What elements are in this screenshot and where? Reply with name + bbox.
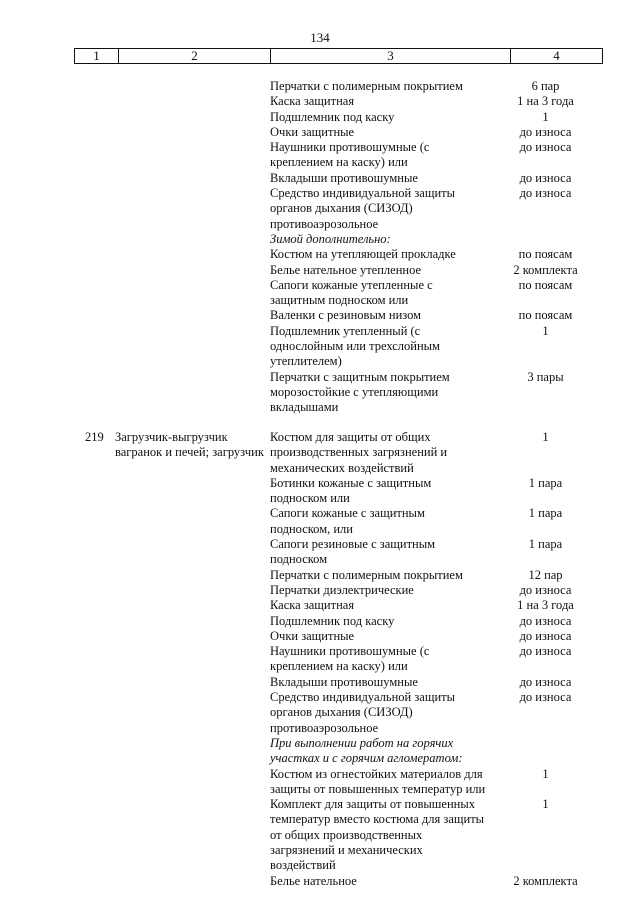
item-name: Перчатки диэлектрические — [270, 582, 414, 597]
item-name: Каска защитная — [270, 94, 355, 109]
section-subheading: Зимой дополнительно: — [270, 231, 391, 246]
table-row — [0, 140, 640, 171]
item-quantity: 1 — [542, 766, 549, 781]
item-quantity: 1 на 3 года — [517, 94, 574, 109]
section-subheading: При выполнении работ на горячих участках и с горячим агломератом: — [270, 735, 463, 766]
header-col-4: 4 — [553, 48, 560, 63]
item-name: Подшлемник под каску — [270, 613, 395, 628]
item-name: Валенки с резиновым низом — [270, 308, 422, 323]
item-quantity: 1 пара — [528, 537, 563, 552]
item-name: Белье нательное утепленное — [270, 262, 422, 277]
item-quantity — [508, 736, 583, 767]
item-name: Подшлемник утепленный (с однослойным или трехслойным утеплителем) — [270, 323, 440, 369]
table-row — [0, 598, 640, 613]
item-name: Каска защитная — [270, 598, 355, 613]
item-name: Наушники противошумные (с креплением на каску) или — [270, 644, 430, 674]
table-row — [0, 232, 640, 247]
item-quantity: по поясам — [518, 277, 573, 292]
item-quantity: 1 — [542, 430, 549, 444]
item-quantity: 2 комплекта — [513, 262, 578, 277]
table-row — [0, 690, 640, 736]
item-name: Белье нательное — [270, 873, 357, 888]
item-quantity: 6 пар — [531, 79, 560, 93]
profession-name: Загрузчик-выгрузчик вагранок и печей; загрузчик — [115, 430, 264, 460]
table-row — [0, 629, 640, 644]
table-row — [0, 476, 640, 507]
table-row — [0, 614, 640, 629]
table-row — [0, 308, 640, 323]
table-row — [0, 263, 640, 278]
table-row — [0, 324, 640, 370]
item-name: Средство индивидуальной защиты органов дыхания (СИЗОД) противоаэрозольное — [270, 690, 456, 735]
item-name: Костюм из огнестойких материалов для защиты от повышенных температур или — [270, 766, 486, 796]
item-quantity: до износа — [519, 582, 572, 597]
item-quantity: до износа — [519, 170, 572, 185]
item-name: Наушники противошумные (с креплением на каску) или — [270, 140, 430, 170]
item-quantity: до износа — [519, 674, 572, 689]
item-name: Сапоги резиновые с защитным подноском — [270, 537, 436, 567]
item-quantity: до износа — [519, 186, 572, 201]
row-number: 219 — [85, 430, 104, 444]
item-name: Подшлемник под каску — [270, 109, 395, 124]
item-name: Ботинки кожаные с защитным подноском или — [270, 475, 432, 506]
table-row — [0, 125, 640, 140]
table-row — [0, 506, 640, 537]
table-row — [0, 370, 640, 416]
item-quantity: 2 комплекта — [513, 873, 578, 888]
table-row — [0, 537, 640, 568]
item-name: Перчатки с защитным покрытием морозостойкие с утепляющими вкладышами — [270, 369, 450, 415]
table-row — [0, 278, 640, 309]
item-name: Костюм на утепляющей прокладке — [270, 247, 456, 262]
item-name: Очки защитные — [270, 628, 355, 643]
item-quantity: 3 пары — [527, 369, 564, 384]
table-row — [0, 767, 640, 798]
table-header-row — [74, 48, 603, 64]
table-row — [0, 110, 640, 125]
item-quantity: до износа — [519, 690, 572, 705]
table-row — [0, 79, 640, 94]
item-name: Перчатки с полимерным покрытием — [270, 79, 463, 93]
table-row — [0, 644, 640, 675]
table-block-continuation — [0, 79, 640, 416]
item-name: Вкладыши противошумные — [270, 674, 418, 689]
item-name: Сапоги кожаные утепленные с защитным подноском или — [270, 277, 433, 308]
table-row — [0, 797, 640, 873]
item-quantity: до износа — [519, 644, 572, 659]
table-row — [0, 94, 640, 109]
table-row — [0, 583, 640, 598]
item-quantity: 1 — [542, 323, 549, 338]
item-quantity: 12 пар — [528, 567, 563, 582]
item-name: Комплект для защиты от повышенных температур вместо костюма для защиты от общих производственных загрязнений и механических воздействий — [270, 797, 485, 873]
item-name: Вкладыши противошумные — [270, 170, 418, 185]
item-name: Очки защитные — [270, 124, 355, 139]
item-quantity — [508, 232, 583, 247]
header-col-3: 3 — [271, 49, 511, 63]
item-name: Перчатки с полимерным покрытием — [270, 567, 463, 582]
item-quantity: по поясам — [518, 308, 573, 323]
item-name: Средство индивидуальной защиты органов дыхания (СИЗОД) противоаэрозольное — [270, 186, 456, 231]
table-row — [0, 171, 640, 186]
table-row — [0, 247, 640, 262]
header-col-1: 1 — [75, 49, 119, 63]
table-row — [0, 430, 640, 476]
item-quantity: 1 — [542, 797, 549, 812]
item-quantity: до износа — [519, 124, 572, 139]
item-quantity: 1 пара — [528, 475, 563, 490]
item-quantity: до износа — [519, 140, 572, 155]
item-quantity: до износа — [519, 628, 572, 643]
item-quantity: по поясам — [518, 247, 573, 262]
item-quantity: 1 — [542, 109, 549, 124]
item-name: Костюм для защиты от общих производственных загрязнений и механических воздействий — [270, 430, 448, 475]
item-quantity: 1 пара — [528, 506, 563, 521]
table-block-219 — [0, 430, 640, 889]
header-col-2: 2 — [119, 49, 271, 63]
item-quantity: 1 на 3 года — [517, 598, 574, 613]
table-row — [0, 675, 640, 690]
table-row — [0, 186, 640, 232]
table-row — [0, 874, 640, 889]
table-row — [0, 568, 640, 583]
item-quantity: до износа — [519, 613, 572, 628]
table-row — [0, 736, 640, 767]
page-number: 134 — [310, 30, 330, 45]
item-name: Сапоги кожаные с защитным подноском, или — [270, 506, 425, 536]
